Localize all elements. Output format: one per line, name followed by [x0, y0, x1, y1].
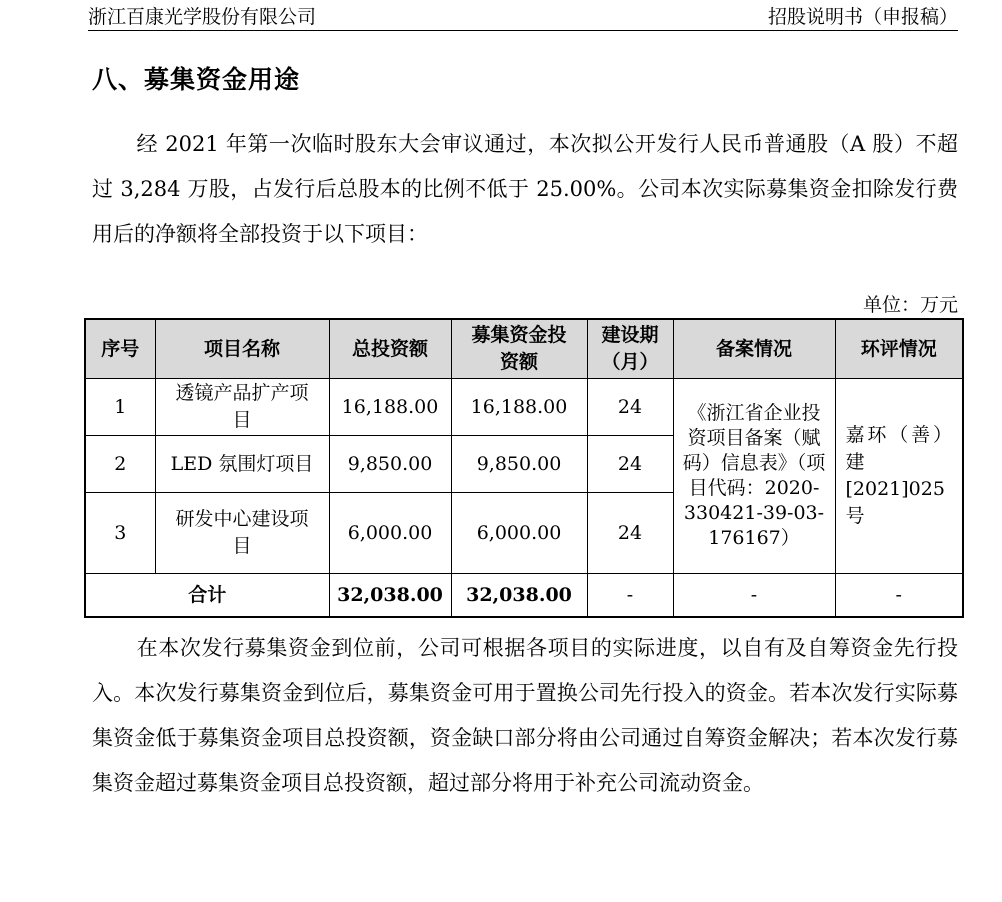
cell-seq: 3 [85, 493, 155, 574]
table-header-row [85, 319, 963, 379]
table-row [85, 379, 963, 436]
cell-name: LED 氛围灯项目 [155, 436, 329, 493]
cell-name: 研发中心建设项目 [155, 493, 329, 574]
header-record: 备案情况 [673, 319, 835, 379]
total-period: - [587, 574, 673, 618]
closing-paragraph [92, 626, 958, 806]
cell-total: 6,000.00 [329, 493, 451, 574]
section-title: 八、募集资金用途 [92, 65, 301, 94]
total-investment: 32,038.00 [329, 574, 451, 618]
closing-paragraph-text: 在本次发行募集资金到位前，公司可根据各项目的实际进度，以自有及自筹资金先行投入。本次发行募集资金到位后，募集资金可用于置换公司先行投入的资金。若本次发行实际募集资金低于募集资金项目总投资额，资金缺口部分将由公司通过自筹资金解决；若本次发行募集资金超过募集资金项目总投资额，超过部分将用于补充公司流动资金。 [92, 636, 958, 795]
cell-total: 16,188.00 [329, 379, 451, 436]
cell-total: 9,850.00 [329, 436, 451, 493]
cell-period: 24 [587, 379, 673, 436]
cell-raised: 6,000.00 [451, 493, 587, 574]
cell-period: 24 [587, 436, 673, 493]
cell-raised: 9,850.00 [451, 436, 587, 493]
cell-seq: 1 [85, 379, 155, 436]
header-period: 建设期（月） [587, 319, 673, 379]
total-env: - [835, 574, 963, 618]
intro-paragraph [92, 122, 958, 257]
unit-label: 单位：万元 [862, 294, 958, 316]
cell-env-status: 嘉环（善）建[2021]025号 [835, 379, 963, 574]
cell-seq: 2 [85, 436, 155, 493]
page-header [88, 0, 958, 31]
header-seq: 序号 [85, 319, 155, 379]
table-total-row [85, 574, 963, 618]
cell-raised: 16,188.00 [451, 379, 587, 436]
cell-period: 24 [587, 493, 673, 574]
fund-usage-table [84, 318, 964, 618]
header-raised: 募集资金投资额 [451, 319, 587, 379]
header-total: 总投资额 [329, 319, 451, 379]
total-raised: 32,038.00 [451, 574, 587, 618]
header-env: 环评情况 [835, 319, 963, 379]
header-name: 项目名称 [155, 319, 329, 379]
total-label: 合计 [85, 574, 329, 618]
cell-name: 透镜产品扩产项目 [155, 379, 329, 436]
intro-paragraph-text: 经 2021 年第一次临时股东大会审议通过，本次拟公开发行人民币普通股（A 股）不超过 3,284 万股，占发行后总股本的比例不低于 25.00%。公司本次实际募集资金扣除发行费用后的净额将全部投资于以下项目： [92, 132, 958, 246]
cell-record-status: 《浙江省企业投资项目备案（赋码）信息表》（项目代码：2020-330421-39-03-176167） [673, 379, 835, 574]
header-company: 浙江百康光学股份有限公司 [88, 5, 317, 28]
header-doc-type: 招股说明书（申报稿） [767, 5, 958, 28]
total-record: - [673, 574, 835, 618]
